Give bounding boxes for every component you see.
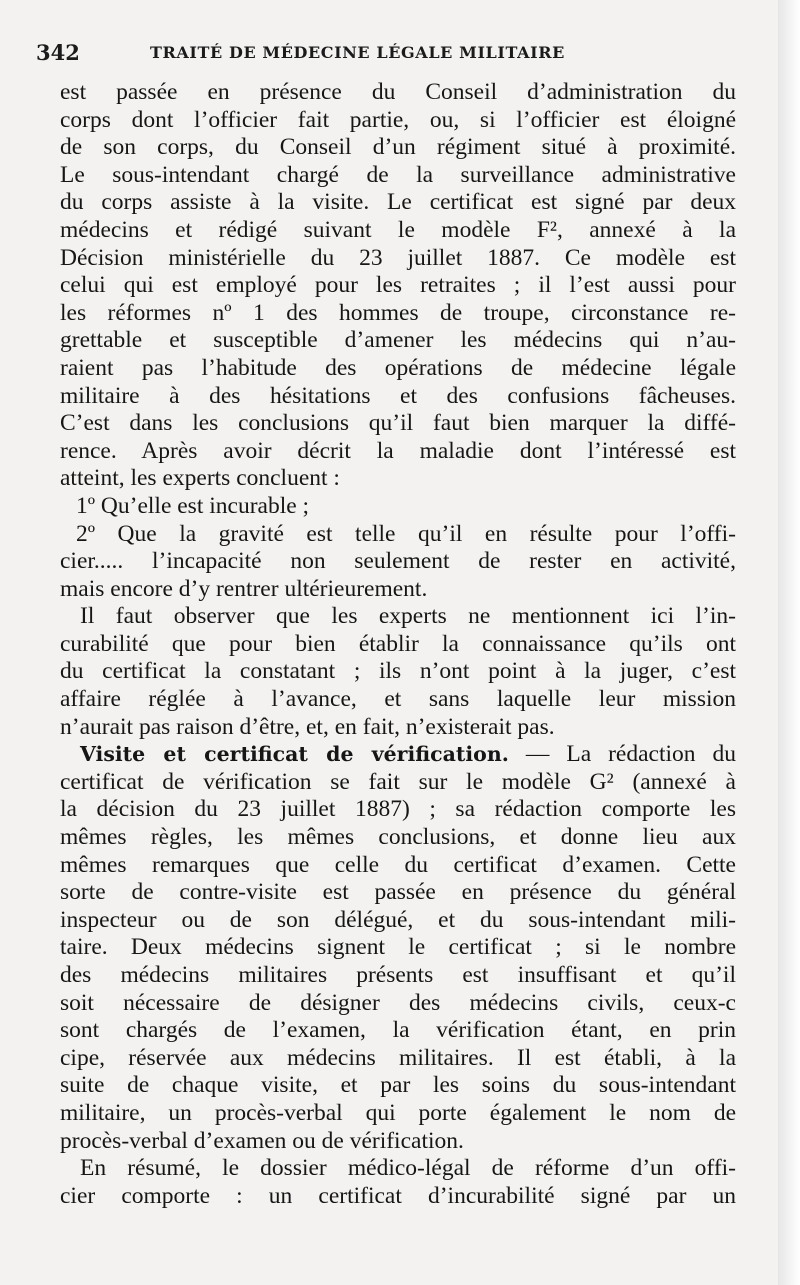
text-line: militaire, un procès-verbal qui porte également le nom de: [60, 1099, 736, 1126]
text-line: Le sous-intendant chargé de la surveillance administrative: [60, 161, 736, 188]
text-line: du certificat la constatant ; ils n’ont point à la juger, c’est: [60, 658, 736, 685]
text-line: militaire à des hésitations et des confusions fâcheuses.: [60, 382, 736, 409]
text-line: du corps assiste à la visite. Le certificat est signé par deux: [60, 189, 736, 216]
text-line: 1º Qu’elle est incurable ;: [76, 492, 310, 519]
text-line: sorte de contre-visite est passée en présence du général: [60, 879, 736, 906]
text-line: corps dont l’officier fait partie, ou, si l’officier est éloigné: [60, 106, 736, 133]
text-line: suite de chaque visite, et par les soins du sous-intendant: [60, 1072, 736, 1099]
text-line: soit nécessaire de désigner des médecins civils, ceux-c: [60, 989, 736, 1016]
text-line: n’aurait pas raison d’être, et, en fait, n’existerait pas.: [60, 713, 555, 740]
text-line: 2º Que la gravité est telle qu’il en résulte pour l’offi-: [76, 520, 736, 547]
text-line: celui qui est employé pour les retraites ; il l’est aussi pour: [60, 272, 736, 299]
text-line: les réformes nº 1 des hommes de troupe, circonstance re-: [60, 299, 736, 326]
text-line: En résumé, le dossier médico-légal de réforme d’un offi-: [80, 1155, 736, 1182]
text-line: certificat de vérification se fait sur le modèle G² (annexé à: [60, 768, 736, 795]
text-line: mêmes règles, les mêmes conclusions, et donne lieu aux: [60, 824, 736, 851]
text-line: de son corps, du Conseil d’un régiment situé à proximité.: [60, 134, 736, 161]
text-line: mêmes remarques que celle du certificat d’examen. Cette: [60, 851, 736, 878]
text-line-rest: — La rédaction du: [508, 741, 736, 768]
text-line: Il faut observer que les experts ne mentionnent ici l’in-: [80, 603, 736, 630]
text-line: procès-verbal d’examen ou de vérification.: [60, 1127, 464, 1154]
text-line: raient pas l’habitude des opérations de médecine légale: [60, 354, 736, 381]
text-line: sont chargés de l’examen, la vérification étant, en prin: [60, 1017, 736, 1044]
text-line: inspecteur ou de son délégué, et du sous-intendant mili-: [60, 906, 736, 933]
text-line: médecins et rédigé suivant le modèle F², annexé à la: [60, 216, 736, 243]
text-line-with-heading: [60, 741, 736, 769]
text-line: est passée en présence du Conseil d’administration du: [60, 79, 736, 105]
text-line: curabilité que pour bien établir la connaissance qu’ils ont: [60, 630, 736, 657]
text-line: la décision du 23 juillet 1887) ; sa rédaction comporte les: [60, 796, 736, 823]
page-header: [36, 40, 676, 70]
page-number: 342: [36, 40, 80, 65]
text-line: grettable et susceptible d’amener les médecins qui n’au-: [60, 327, 736, 354]
body-text: [60, 79, 736, 1210]
text-line: cier..... l’incapacité non seulement de rester en activité,: [60, 548, 736, 575]
text-line: mais encore d’y rentrer ultérieurement.: [60, 575, 428, 602]
text-line: affaire réglée à l’avance, et sans laquelle leur mission: [60, 686, 736, 713]
text-line: Décision ministérielle du 23 juillet 1887. Ce modèle est: [60, 244, 736, 271]
page-edge-margin: [778, 0, 800, 1285]
text-line: cier comporte : un certificat d’incurabilité signé par un: [60, 1182, 736, 1209]
text-line: rence. Après avoir décrit la maladie dont l’intéressé est: [60, 437, 736, 464]
text-line: cipe, réservée aux médecins militaires. Il est établi, à la: [60, 1044, 736, 1071]
run-in-heading: Visite et certificat de vérification.: [80, 742, 509, 767]
text-line: atteint, les experts concluent :: [60, 465, 340, 492]
running-title: TRAITÉ DE MÉDECINE LÉGALE MILITAIRE: [150, 43, 565, 62]
text-line: taire. Deux médecins signent le certificat ; si le nombre: [60, 934, 736, 961]
text-line: des médecins militaires présents est insuffisant et qu’il: [60, 962, 736, 988]
text-line: C’est dans les conclusions qu’il faut bien marquer la diffé-: [60, 410, 736, 437]
